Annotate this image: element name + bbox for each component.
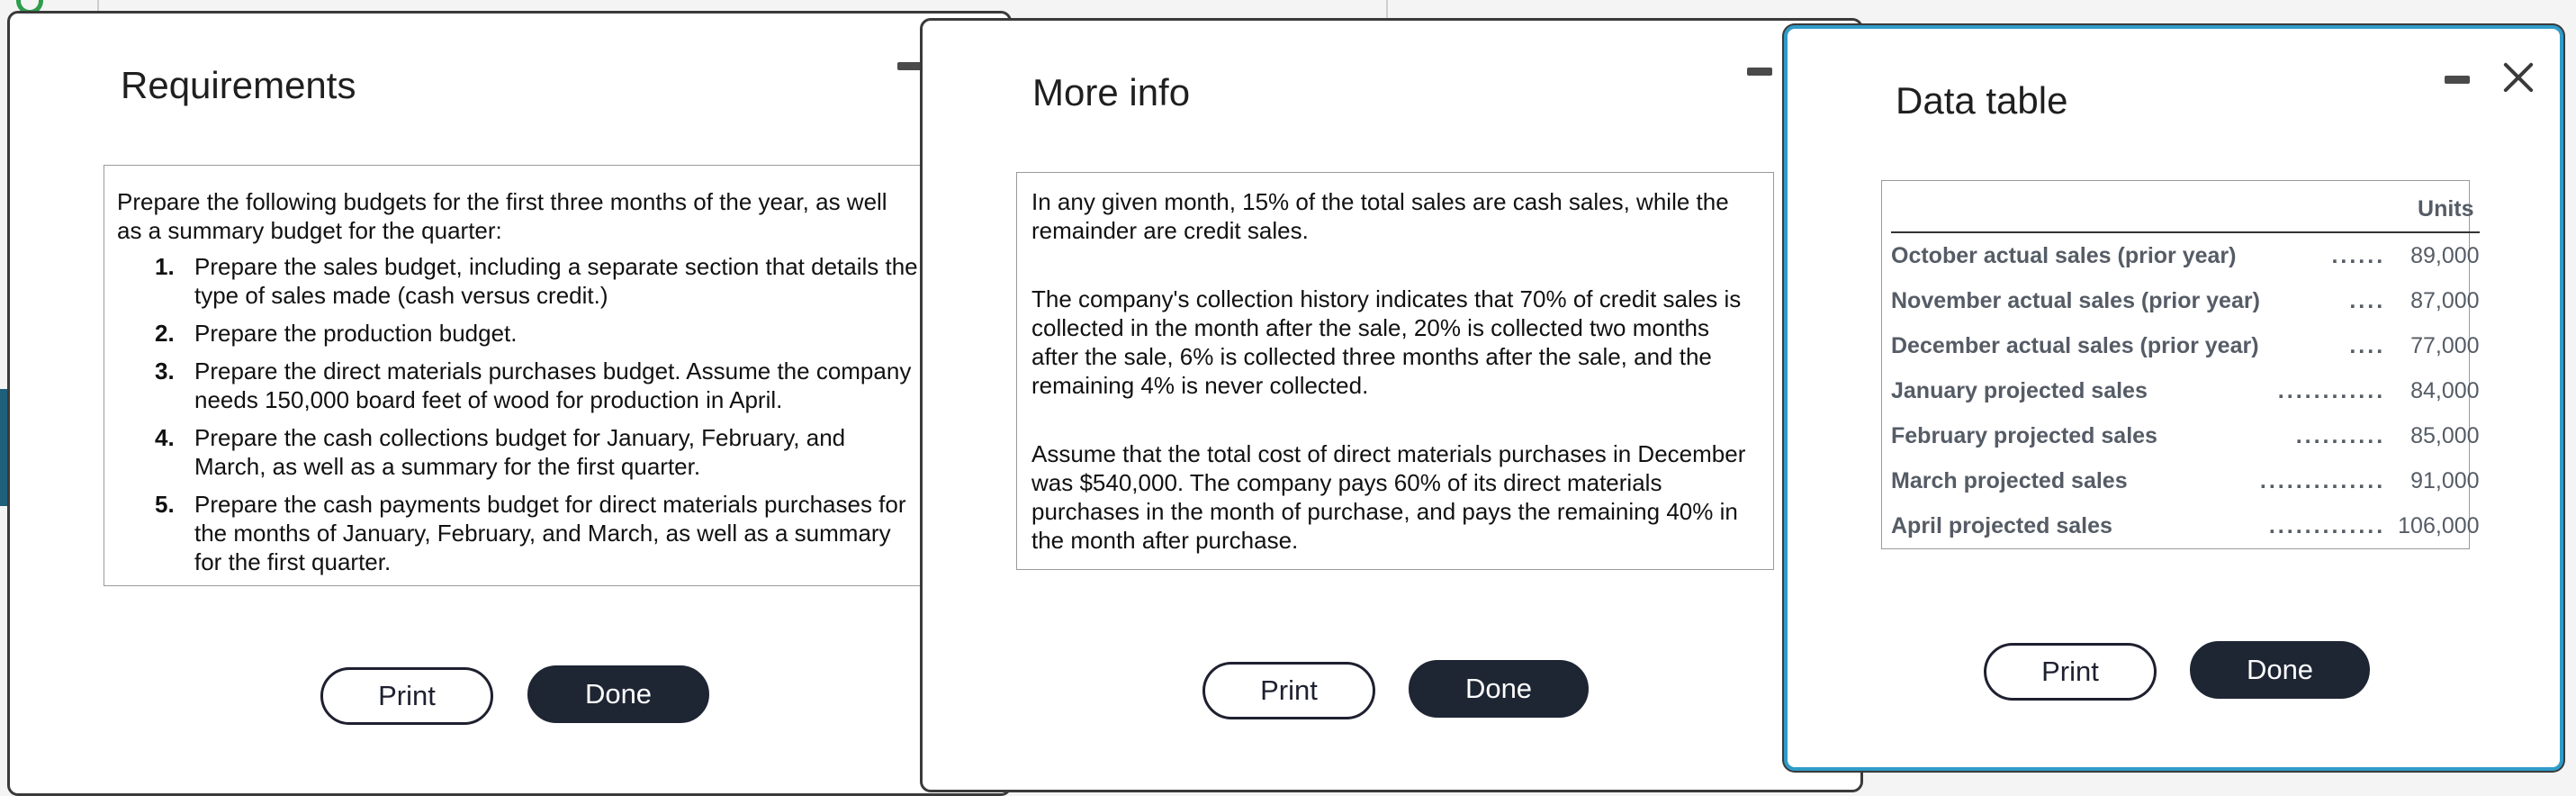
done-button[interactable]: Done bbox=[1409, 660, 1589, 718]
row-label: April projected sales bbox=[1891, 513, 2112, 538]
table-header-empty bbox=[1891, 186, 2260, 232]
row-leader-dots: .......... bbox=[2295, 423, 2386, 448]
row-value: 85,000 bbox=[2410, 423, 2480, 448]
item-text: Prepare the cash payments budget for direct materials purchases for the months of January, February, and March, as well as a summary for the first quarter. bbox=[194, 491, 906, 575]
data-table-box bbox=[1881, 180, 2480, 549]
info-paragraph: Assume that the total cost of direct materials purchases in December was $540,000. The company pays 60% of its direct materials purchases in the month of purchase, and pays the remaining 40% in the month after purchase. bbox=[1031, 440, 1746, 554]
table-row bbox=[1891, 323, 2480, 368]
data-table-dialog bbox=[1784, 25, 2563, 771]
more-info-dialog bbox=[920, 18, 1863, 792]
row-label: December actual sales (prior year) bbox=[1891, 333, 2259, 358]
row-leader-dots: ............ bbox=[2277, 378, 2386, 403]
item-text: Prepare the sales budget, including a separate section that details the type of sales made (cash versus credit.) bbox=[194, 253, 918, 309]
requirements-intro: Prepare the following budgets for the first three months of the year, as well as a summary budget for the quarter: bbox=[117, 188, 887, 244]
info-paragraph: The company's collection history indicates that 70% of credit sales is collected in the month after the sale, 20% is collected two months after the sale, 6% is collected three months after the sale, and the remaining 4% is never collected. bbox=[1031, 285, 1742, 399]
row-value: 87,000 bbox=[2410, 288, 2480, 313]
item-text: Prepare the direct materials purchases budget. Assume the company needs 150,000 board feet of wood for production in April. bbox=[194, 357, 912, 413]
row-value: 77,000 bbox=[2410, 333, 2480, 358]
requirements-list bbox=[117, 252, 918, 576]
row-leader-dots: ............. bbox=[2268, 513, 2386, 538]
row-value: 89,000 bbox=[2410, 243, 2480, 268]
print-button[interactable]: Print bbox=[320, 667, 493, 725]
requirements-content bbox=[104, 165, 932, 586]
requirement-item bbox=[117, 252, 918, 310]
row-label: February projected sales bbox=[1891, 423, 2157, 448]
requirement-item bbox=[117, 357, 918, 414]
row-value: 84,000 bbox=[2410, 378, 2480, 403]
dialog-title: Requirements bbox=[121, 64, 356, 106]
requirement-item bbox=[117, 319, 918, 348]
print-button[interactable]: Print bbox=[1202, 662, 1375, 719]
print-button[interactable]: Print bbox=[1984, 643, 2157, 701]
table-header-row bbox=[1891, 186, 2480, 232]
item-text: Prepare the cash collections budget for January, February, and March, as well as a summary for the first quarter. bbox=[194, 424, 846, 480]
requirement-item bbox=[117, 490, 918, 576]
more-info-content bbox=[1016, 172, 1774, 570]
table-row bbox=[1891, 368, 2480, 413]
minimize-icon[interactable] bbox=[2445, 76, 2470, 84]
dialog-title: More info bbox=[1032, 71, 1191, 113]
info-paragraph: In any given month, 15% of the total sales are cash sales, while the remainder are credit sales. bbox=[1031, 188, 1729, 244]
table-header-units: Units bbox=[2398, 186, 2479, 232]
row-label: January projected sales bbox=[1891, 378, 2148, 403]
item-number: 3. bbox=[155, 357, 175, 384]
requirement-item bbox=[117, 423, 918, 481]
row-leader-dots: .... bbox=[2349, 333, 2386, 358]
item-number: 5. bbox=[155, 491, 175, 518]
dialog-title: Data table bbox=[1896, 79, 2068, 122]
row-leader-dots: ...... bbox=[2331, 243, 2386, 268]
table-row bbox=[1891, 232, 2480, 278]
table-row bbox=[1891, 278, 2480, 323]
row-value: 91,000 bbox=[2410, 468, 2480, 493]
table-row bbox=[1891, 503, 2480, 548]
table-row bbox=[1891, 458, 2480, 503]
row-leader-dots: .... bbox=[2349, 288, 2386, 313]
row-value: 106,000 bbox=[2398, 513, 2480, 538]
row-leader-dots: .............. bbox=[2259, 468, 2386, 493]
done-button[interactable]: Done bbox=[2190, 641, 2370, 699]
table-row bbox=[1891, 413, 2480, 458]
minimize-icon[interactable] bbox=[897, 62, 923, 70]
item-number: 4. bbox=[155, 424, 175, 451]
row-label: October actual sales (prior year) bbox=[1891, 243, 2237, 268]
close-icon[interactable] bbox=[2500, 59, 2536, 95]
item-text: Prepare the production budget. bbox=[194, 320, 518, 347]
row-label: November actual sales (prior year) bbox=[1891, 288, 2260, 313]
done-button[interactable]: Done bbox=[527, 665, 709, 723]
row-label: March projected sales bbox=[1891, 468, 2128, 493]
item-number: 2. bbox=[155, 320, 175, 347]
requirements-dialog bbox=[7, 11, 1012, 796]
background-divider bbox=[1386, 0, 1388, 18]
minimize-icon[interactable] bbox=[1747, 68, 1772, 76]
item-number: 1. bbox=[155, 253, 175, 280]
table-header-spacer bbox=[2260, 186, 2398, 232]
sales-data-table bbox=[1891, 186, 2480, 548]
background-divider bbox=[97, 0, 99, 11]
